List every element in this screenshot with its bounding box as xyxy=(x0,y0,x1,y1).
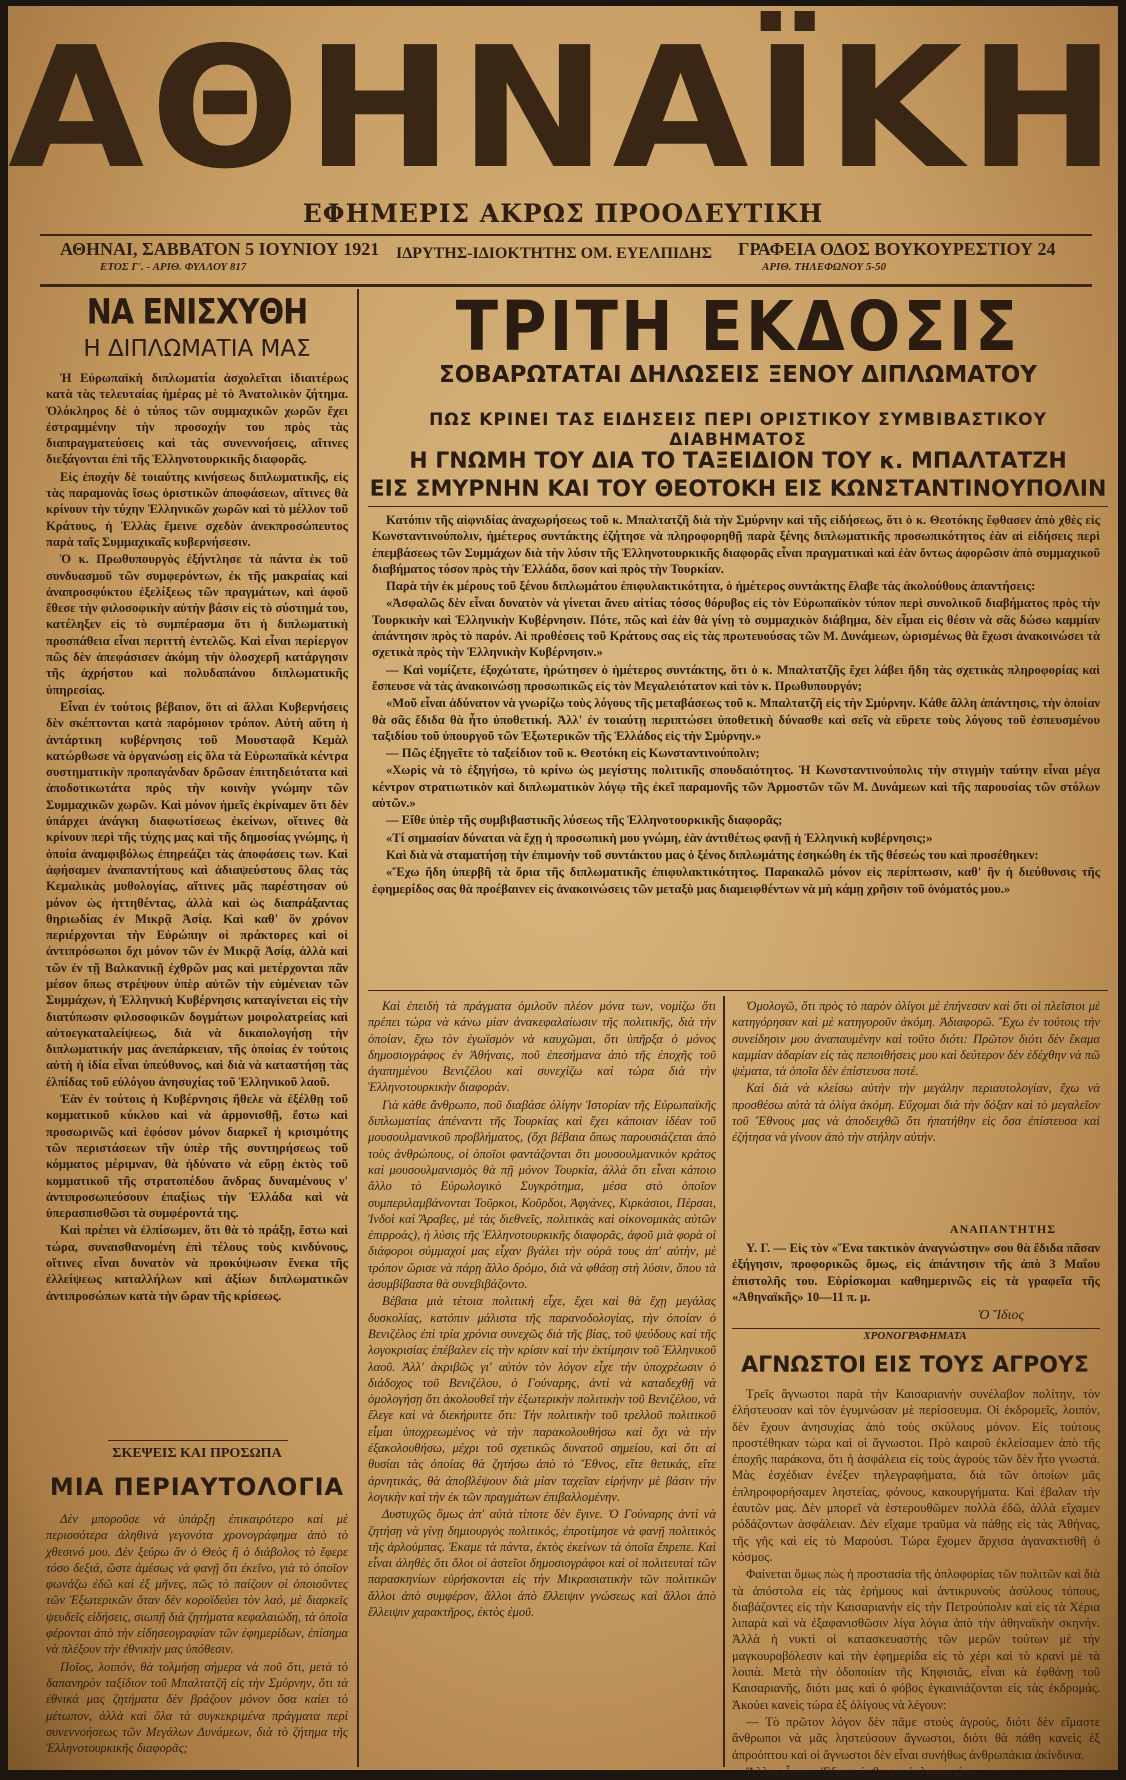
agnostoi-headline: ΑΓΝΩΣΤΟΙ ΕΙΣ ΤΟΥΣ ΑΓΡΟΥΣ xyxy=(741,1353,1089,1378)
left-paragraph: Ἐὰν ἐν τούτοις ἡ Κυβέρνησις ἤθελε νὰ ἐξέλθῃ τοῦ κομματικοῦ κύκλου καὶ νὰ ἁρμονισθῇ, ἔστω καὶ προσωρινῶς καὶ ἐφόσον μόνον διαρκεῖ ἡ κρισιμότης τῶν περιστάσεων τῆν ὑπὲρ τῆς συντηρήσεως τοῦ κόμματος μέριμναν, θὰ ἠδύνατο νὰ εὕρῃ ἐκτὸς τοῦ κομματικοῦ τῆς στρατοπέδου ἄνδρας δυναμένους ν' ἀντιπροσωπεύσουν ἐπαξίως τὴν Ἑλλάδα καὶ νὰ ὑπερασπισθῶσι τὰ συμφέροντά της. xyxy=(46,1092,348,1221)
third-paragraph: — Πῶς ἐξηγεῖτε τὸ ταξείδιον τοῦ κ. Θεοτόκη εἰς Κωνσταντινούπολιν; xyxy=(386,746,760,761)
reader-note xyxy=(732,1240,1100,1306)
third-paragraph: «Χωρὶς νὰ τὸ ἐξηγήσω, τὸ κρίνω ὡς μεγίστης πολιτικῆς σπουδαιότητος. Ἡ Κωνσταντινούπολις τὴν στιγμὴν ταύτην εἶναι μέγα κέντρον στρατιωτικὸν καὶ διπλωματικὸν λόγῳ τῆς ἐκεῖ παραμονῆς τῶν Ἁρμοστῶν τῶν Μ. Δυνάμεων καὶ τῆς παρουσίας τῶν στόλων αὐτῶν.» xyxy=(372,763,1100,811)
masthead-title: ΑΘΗΝΑΪΚΗ xyxy=(8,11,1122,206)
perieautologia-paragraph: Καὶ διὰ νὰ κλείσω αὐτὴν τὴν μεγάλην περιαυτολογίαν, ἔχω νὰ προσθέσω αὐτὰ τὰ ὀλίγα ἀκόμη. Εὔχομαι διὰ τὴν δόξαν καὶ τὸ μεγαλεῖον τοῦ Ἔθνους μας νὰ ἀποδειχθῶ ὅτι ἠπατήθην εἰς ὅσα ἐπίστευσα καὶ ἐζήτησα νὰ γίνουν ἀπὸ τὴν στήλην αὐτήν. xyxy=(732,1081,1100,1145)
third-paragraph: — Εἴθε ὑπὲρ τῆς συμβιβαστικῆς λύσεως τῆς Ἑλληνοτουρκικῆς διαφορᾶς; xyxy=(386,813,783,828)
third-edition-sub3-line2: ΕΙΣ ΣΜΥΡΝΗΝ ΚΑΙ ΤΟΥ ΘΕΟΤΟΚΗ ΕΙΣ ΚΩΝΣΤΑΝΤΙΝΟΥΠΟΛΙΝ xyxy=(369,477,1107,502)
info-bar xyxy=(40,239,1092,279)
agnostoi-kicker: ΧΡΟΝΟΓΡΑΦΗΜΑΤΑ xyxy=(863,1330,967,1342)
third-edition-body xyxy=(372,512,1100,986)
perieautologia-body-col1 xyxy=(46,1511,348,1763)
third-edition-sub3 xyxy=(368,448,1108,504)
third-paragraph: «Ἀσφαλῶς δὲν εἶναι δυνατὸν νὰ γίνεται ἄνευ αἰτίας τόσος θόρυβος εἰς τὸν Εὐρωπαϊκὸν τύπον περὶ συνολικοῦ διαβήματος πρὸς τὴν Τουρκικὴν καὶ Ἑλληνικὴν Κυβέρνησιν. Πότε, πῶς καὶ ἐὰν θὰ γίνῃ τὸ συμμαχικὸν διάβημα, δὲν εἶμαι εἰς θέσιν νὰ σᾶς δώσω καμμίαν ἀπάντησιν πρὸς τὸ παρόν. Αἱ προθέσεις τοῦ Κράτους σας εἰς τὰς πρωτευούσας τῶν Μ. Δυνάμεων, ὡρισμένως θὰ ἔχωσι ἀνακοινώσει τὰ σχετικὰ πρὸς τὴν Ἑλληνικὴν Κυβέρνησιν.» xyxy=(372,596,1100,660)
perieautologia-paragraph: Ὁμολογῶ, ὅτι πρὸς τὸ παρὸν ὀλίγοι μὲ ἐπήνεσαν καὶ ὅτι οἱ πλεῖστοι μὲ κατηγόρησαν καὶ μὲ κατηγοροῦν ἀκόμη. Ἀδιαφορῶ. Ἔχω ἐν τούτοις τὴν συνείδησιν μου ἀναπαυμένην καὶ τοῦτο διότι: Πρῶτον διότι δὲν ἔκαμα καμμίαν ἀδαρίαν εἰς τὰς πεποιθήσεις μου καὶ δεύτερον δὲν ἐδέχθην νὰ πῶ ψέματα, τὰ ὁποῖα δὲν ἐπίστευσα ποτέ. xyxy=(732,999,1100,1079)
third-paragraph: Κατόπιν τῆς αἰφνιδίας ἀναχωρήσεως τοῦ κ. Μπαλτατζῆ διὰ τὴν Σμύρνην καὶ τῆς εἰδήσεως, ὅτι ὁ κ. Θεοτόκης ἔφθασεν ἀπὸ χθὲς εἰς Κωνσταντινούπολιν, ἡμέτερος συντάκτης ἐζήτησε νὰ πληροφορηθῇ παρὰ ξένης διπλωματικῆς προσωπικότητος ἐὰν αἱ εἰδήσεις περὶ ἐπεμβάσεως τῶν Συμμάχων διὰ τὴν λύσιν τῆς Ἑλληνοτουρκικῆς διαφορᾶς εἶναι πραγματικαὶ καὶ ἐὰν ὄντως ἀφορῶσιν ἀπὸ συμμαχικοῦ διαβήματος τόσον πρὸς τὴν Ἑλλάδα, ὅσον καὶ πρὸς τὴν Τουρκίαν. xyxy=(372,513,1100,576)
perieautologia-paragraph: Καὶ ἐπειδὴ τὰ πράγματα ὁμιλοῦν πλέον μόνα των, νομίζω ὅτι πρέπει τώρα νὰ κάνω μίαν ἀνακεφαλαίωσιν τῆς πολιτικῆς, διὰ τὴν ὁποίαν, ἔχω τὸν ἐγωϊσμὸν νὰ καυχῶμαι, ὅτι ὑπῆρξα ὁ μόνος δημοσιογράφος ἐν Ἀθήναις, ποῦ ἐπεσήμανα ἀπὸ τῆς ἐποχῆς τοῦ ἀγαπημένου Βενιζέλου καὶ συνεχίζω καὶ τώρα διὰ τὴν Ἑλληνοτουρκικὴν διαφοράν. xyxy=(368,999,716,1095)
third-edition-sub2: ΠΩΣ ΚΡΙΝΕΙ ΤΑΣ ΕΙΔΗΣΕΙΣ ΠΕΡΙ ΟΡΙΣΤΙΚΟΥ ΣΥΜΒΙΒΑΣΤΙΚΟΥ ΔΙΑΒΗΜΑΤΟΣ xyxy=(429,410,1047,450)
third-paragraph: «Ἔχω ἤδη ὑπερβῆ τὰ ὅρια τῆς διπλωματικῆς ἐπιφυλακτικότητος. Παρακαλῶ μόνον εἰς περίπτωσιν, καθ' ἣν ἡ διεύθυνσις τῆς ἐφημερίδος σας θὰ προέβαινεν εἰς ἀνακοινώσεις τῶν μεταξὺ μας διαμειφθέντων νὰ μὴ κάμῃ χρῆσιν τοῦ ὀνόματός μου.» xyxy=(372,865,1100,896)
reader-note-heading: ΑΝΑΠΑΝΤΗΤΗΣ xyxy=(949,1222,1057,1236)
left-paragraph: Εἶναι ἐν τούτοις βέβαιον, ὅτι αἱ ἄλλαι Κυβερνήσεις δὲν σκέπτονται κατὰ παρόμοιον τρόπον. Αὐτὴ αὕτη ἡ ἀντάρτικη κυβέρνησις τοῦ Μουσταφᾶ Κεμὰλ κατώρθωσε νὰ ὀργανώσῃ εἰς ὅλα τὰ Εὐρωπαϊκὰ κέντρα συστηματικὴν προπαγάνδαν δρῶσαν ἐπιτηδειότατα καὶ ἀποδοτικωτάτα πρὸς τὴν κοινὴν γνώμην τῶν Συμμαχικῶν χωρῶν. Καὶ μόνον ἡμεῖς ἐκρίναμεν ὅτι δὲν ὑπάρχει ἀνάγκη διαφωτίσεως ἐκείνων, οἵτινες θὰ κρίνουν περὶ τῆς τύχης μας καὶ τῆς δημοσίας γνώμης, ἡ ὁποία ἀναμφιβόλως ἐπηρεάζει τὰς ἀποφάσεις των. Καὶ ἀφήσαμεν ἀναπαντήτους καὶ ἀδιαψεύστους ὅλας τὰς Κεμαλικὰς μυθολογίας, αἵτινες μᾶς παρέστησαν οὐ μόνον ὡς ἡττηθέντας, ἀλλὰ καὶ ὡς διαπράξαντας θηριωδίας ἐν Μικρᾷ Ἀσίᾳ. Καὶ καθ' ὃν χρόνον περιέρχονται τὴν Εὐρώπην οἱ πράκτορες καὶ οἱ ἀντιπρόσωποι ὄχι μόνον τῶν ἐν Μικρᾷ Ἀσίᾳ, ἀλλὰ καὶ τῶν ἐν τῇ Βαλκανικῇ ἐχθρῶν μας καὶ μετέρχονται πᾶν μέσον ὅπως στρέψουν ὑπὲρ αὐτῶν τὴν εὐμένειαν τῶν Συμμάχων, ἡ Ἑλληνικὴ Κυβέρνησις καταγίνεται εἰς τὴν διατύπωσιν φιλοσοφικῶν δογμάτων μοιρολατρείας καὶ αὐτοεγκαταλείψεως, διὰ νὰ δικαιολογήσῃ τὴν διπλωματικήν μας ἀνεπάρκειαν, τῆς ὁποίας ἐν τούτοις αὐτὴ ἡ ἰδία εἶναι ὑπεύθυνος, καὶ διὰ νὰ καταστήσῃ τὰς ἐλπίδας τοῦ εὐλόγου ἀνησυχίας τοῦ Ἑλληνικοῦ λαοῦ. xyxy=(46,699,348,1089)
agnostoi-paragraph: Τρεῖς ἄγνωστοι παρὰ τὴν Καισαριανὴν συνέλαβον πολίτην, τὸν ἐλήστευσαν καὶ τὸν ἐγυμνώσαν μὲ περίσσευμα. Οἱ ἐκδρομεῖς, λοιπόν, δὲν ἔχουν ἀνησυχίας ἀπὸ τοὺς σκύλους μόνον. Εἰς τούτους προστέθηκαν τώρα καὶ οἱ ἄγνωστοι. Πρὸ καιροῦ ἐκλείσαμεν ἀπὸ τῆς ἐποχῆς παράκονα, ὅτι ἡ ἀσφάλεια εἰς τοὺς ἀγροὺς τῶν δὲν ἦτο γνωστά. Μὰς ἐσχέδιαν ἐνέξεν τηλεγραφήματα, διὰ τῶν ὁποίων μᾶς ἐπληροφορήσαμεν ληστείας, φόνους, κακουργήματα. Καὶ ἐβαλαν τὴν ἐαυτῶν μας. Δὲν μπορεῖ νὰ ἐστερουθῶμεν πολλὰ ἐδῶ, ἀλλὰ εἴχαμεν ρόδάζοντων ἀσφάλειαν. Δὲν εἴχαμε τραῦμα νὰ πάθῃς εἰς τὰς Ἀθήνας, τῆς γῆς καὶ εἰς τὸ Μαρούσι. Τώρα ἔχομεν ἄρχισα ἀγανακτισθῆ ὁ κόσμος. xyxy=(732,1387,1100,1564)
offices-line: ΓΡΑΦΕΙΑ ΟΔΟΣ ΒΟΥΚΟΥΡΕΣΤΙΟΥ 24 xyxy=(738,239,1056,259)
left-paragraph: Ἡ Εὐρωπαϊκὴ διπλωματία ἀσχολεῖται ἰδιαιτέρως κατὰ τὰς τελευταίας ἡμέρας μὲ τὸ Ἀνατολικὸν ζήτημα. Ὁλόκληρος δὲ ὁ τύπος τῶν συμμαχικῶν χωρῶν ἔχει ἐστραμμένην τὴν προσοχήν του πρὸς τὰς διαπραγματεύσεις καὶ τὰς συνεννοήσεις, αἵτινες διεξάγονται ἐπὶ τῆς Ἑλληνοτουρκικῆς διαφορᾶς. xyxy=(46,371,348,467)
perieautologia-paragraph: Δυστυχῶς ὅμως ἀπ' αὐτὰ τίποτε δὲν ἔγινε. Ὁ Γούναρης ἀντὶ νὰ ζητήσῃ νὰ γίνῃ δημιουργὸς πολιτικός, ἐπροτίμησε νὰ φανῇ πολιτικὸς τῆς ἀρλούμπας. Ἐκαμε τὰ πάντα, ἐκτὸς ἐκείνων τὰ ὁποῖα ἔπρεπε. Καὶ εἶναι ἀληθὲς ὅτι ὅλοι οἱ ἀστεῖοι δημοσιογράφοι καὶ οἱ πολιτευταὶ τῶν παρασκηνίων εὑρήσκονται εἰς τὴν Μικρασιατικὴν τῶν πολιτικῶν ἄλλοι ἀπὸ συμφέρον, ἄλλοι ἀπὸ ἔλλειψιν γνώσεως καὶ ἄλλοι ἀπὸ ἔλλειψιν χαρακτῆρος, ἐκτὸς ἐμοῦ. xyxy=(368,1507,716,1619)
left-paragraph: Εἰς ἐποχὴν δὲ τοιαύτης κινήσεως διπλωματικῆς, εἰς τὰς παραμονὰς ἴσως ὁριστικῶν ἀποφάσεων, αἵτινες θὰ κρίνουν τὴν τύχην Ἑλληνικῶν χωρῶν καὶ τὸ μέλλον τοῦ Κράτους, ἡ Ἑλλὰς ἔμεινε σχεδὸν ἀνεκπροσώπευτος παρὰ ταῖς Συμμαχικαῖς κυβερνήσεσιν. xyxy=(46,469,348,549)
newspaper-page xyxy=(8,6,1122,1779)
third-edition-rule xyxy=(368,506,1108,507)
right-separator xyxy=(732,1328,1100,1329)
founder-line: ΙΔΡΥΤΗΣ-ΙΔΙΟΚΤΗΤΗΣ ΟΜ. ΕΥΕΛΠΙΔΗΣ xyxy=(396,245,713,262)
perieautologia-paragraph: Βέβαια μιὰ τέτοια πολιτικὴ εἶχε, ἔχει καὶ θὰ ἔχῃ μεγάλας δυσκολίας, κατόπιν μάλιστα τῆς παρανοδολογίας, τὴν ὁποίαν ὁ Βενιζέλος ἐπὶ τρία χρόνια συνεχῶς διὰ τῆς βίας, τοῦ ψεύδους καὶ τῆς λογοκρισίας ἐπέβαλεν εἰς τὴν κρίσιν καὶ τὴν ἐκτίμησιν τοῦ Ἑλληνικοῦ λαοῦ. Ἀλλ' ἀκριβῶς γι' αὐτὸν τὸν λόγον εἶχε τὴν ὑποχρέωσιν ὁ διάδοχος τοῦ Βενιζέλου, ὁ Γούναρης, ἀντὶ νὰ καταδεχθῇ νὰ ὁμολογήσῃ ὅτι ἀκολουθεῖ τὴν ἐξωτερικὴν πολιτικὴν τοῦ Βενιζέλου, νὰ ἔλεγε καὶ νὰ διεκήρυττε ὅτι: Τὴν πολιτικὴν τοῦ τρελλοῦ πολιτικοῦ εἶμαι ὑποχρεωμένος νὰ τὴν παρακολουθήσω καὶ ὄχι νὰ τὴν ἐξακολουθήσω, μέχρι τοῦ σχετικῶς δυνατοῦ σημείου, καὶ ὅτι αἱ θυσίαι τὰς ὁποίας θὰ ζητήσω ἀπὸ τὸ Ἔθνος, εἴτε θετικάς, εἴτε ἀρνητικάς, θὰ ἀποβλέψουν διὰ μίαν ταχεῖαν εἰρήνην μὲ βάσιν τὴν λογικὴν καὶ τὴν ἐκ τῶν πραγμάτων ἐπιβαλλομένην. xyxy=(368,1294,716,1504)
perieautologia-paragraph: Γιὰ κάθε ἄνθρωπο, ποῦ διαβάσε ὀλίγην Ἱστορίαν τῆς Εὐρωπαϊκῆς διπλωματίας ἀπέναντι τῆς Τουρκίας καὶ ἔχει κάποιαν ἰδέαν τοῦ μουσουλμανικοῦ προβλήματος, (ὄχι βέβαια ὅπως παρουσιάζεται ἀπὸ τοὺς ἀνθρώπους, οἱ ὁποῖοι φαντάζονται ὅτι μουσουλμανικὸν κράτος καὶ μουσουλμανισμὸς θὰ πῇ μόνον Τουρκία, ἀλλὰ ὅτι εἶναι κάποιο ἄλλο τὸ Εὐρωλογικὸ Συγκρότημα, μέσα στὸ ὁποῖον συμπεριλαμβάνονται Τοῦρκοι, Κοῦρδοι, Ἀφγάνες, Κιρκάσιοι, Πέρσαι, Ἰνδοὶ καὶ Ἄραβες, μὲ τὰς διεθνεῖς, πολιτικὰς καὶ οἰκονομικὰς αὐτῶν ἐπιρροάς), ἡ λύσις τῆς Ἑλληνοτουρκικῆς διαφορᾶς, ἀφοῦ μιὰ φορὰ οἱ διάφοροι σύμμαχοί μας εἶχαν βγάλει τὴν οὐρά τους ἀπ' αὐτὴν, μὲ τρόπον ὥρισε νὰ πάρῃ ἄλλο δρόμο, διὰ νὰ φθάσῃ στὴ λύσιν, ὅπου τὰ ἀσυμβίβαστα θὰ συνεβιβάζοντο. xyxy=(368,1097,716,1292)
third-edition-headline: ΤΡΙΤΗ ΕΚΔΟΣΙΣ xyxy=(455,286,1021,367)
phone-line: ΑΡΙΘ. ΤΗΛΕΦΩΝΟΥ 5-50 xyxy=(762,261,887,273)
header-rule-top xyxy=(40,234,1092,236)
issue-line: ΕΤΟΣ Γ'. - ΑΡΙΘ. ΦΥΛΛΟΥ 817 xyxy=(100,261,247,273)
third-paragraph: Παρὰ τὴν ἐκ μέρους τοῦ ξένου διπλωμάτου ἐπιφυλακτικότητα, ὁ ἡμέτερος συντάκτης ἔλαβε τὰς ἀκολούθους ἀπαντήσεις: xyxy=(386,579,1036,594)
third-paragraph: — Καὶ νομίζετε, ἐξοχώτατε, ἠρώτησεν ὁ ἡμέτερος συντάκτης, ὅτι ὁ κ. Μπαλτατζῆς ἔχει λάβει ἤδη τὰς σχετικὰς πληροφορίας καὶ ἔσπευσε νὰ τὰς ἀνακοινώσῃ προσωπικῶς εἰς τὸν Μεγαλειότατον καὶ τὸν κ. Πρωθυπουργόν; xyxy=(372,662,1100,693)
date-line: ΑΘΗΝΑΙ, ΣΑΒΒΑΤΟΝ 5 ΙΟΥΝΙΟΥ 1921 xyxy=(60,239,380,259)
third-paragraph: Καὶ διὰ νὰ σταματήσῃ τὴν ἐπιμονὴν τοῦ συντάκτου μας ὁ ξένος διπλωμάτης ἐσηκώθη ἐκ τῆς θέσεώς του καὶ προσέθηκεν: xyxy=(386,847,1039,862)
agnostoi-body xyxy=(732,1386,1100,1779)
third-edition-sub1: ΣΟΒΑΡΩΤΑΤΑΙ ΔΗΛΩΣΕΙΣ ΞΕΝΟΥ ΔΙΠΛΩΜΑΤΟΥ xyxy=(439,362,1037,388)
left-separator xyxy=(108,1440,288,1441)
perieautologia-headline: ΜΙΑ ΠΕΡΙΑΥΤΟΛΟΓΙΑ xyxy=(49,1473,345,1501)
left-subheadline: Η ΔΙΠΛΩΜΑΤΙΑ ΜΑΣ xyxy=(83,336,311,362)
left-paragraph: Καὶ πρέπει νὰ ἐλπίσωμεν, ὅτι θὰ τὸ πράξῃ, ἔστω καὶ τώρα, συναισθανομένη ἐπὶ τέλους τοὺς κινδύνους, οἵτινες εἶναι δυνατὸν νὰ προκύψωσιν ἕνεκα τῆς ἐλλείψεως καταλλήλων καὶ ἀξίων διπλωματικῶν ἀντιπροσώπων κατὰ τὴν ὥραν τῆς κρίσεως. xyxy=(46,1223,348,1303)
left-headline: ΝΑ ΕΝΙΣΧΥΘΗ xyxy=(86,292,308,333)
agnostoi-paragraph: — Τὸ πρῶτον λόγον δὲν πᾶμε στοὺς ἀγρούς, διότι δὲν εἴμαστε ἄνθρωποι νὰ μᾶς ληστεύσουν ἄγνωστοι, διότι θὰ πάθη κανεὶς ἐξ ἀπροόπτου καὶ οἱ ἄγνωστοι δὲν εἶναι συνήθως ἀνθρωπάκια ἀκίνδυνα. xyxy=(732,1714,1100,1762)
third-edition-sub3-line1: Η ΓΝΩΜΗ ΤΟΥ ΔΙΑ ΤΟ ΤΑΞΕΙΔΙΟΝ ΤΟΥ κ. ΜΠΑΛΤΑΤΖΗ xyxy=(409,449,1067,474)
third-paragraph: «Τί σημασίαν δύναται νὰ ἔχῃ ἡ προσωπικὴ μου γνώμη, ἐὰν ἀντιθέτως φανῇ ἡ Ἑλληνικὴ κυβέρνησις;» xyxy=(386,830,933,845)
perieautologia-body-col2 xyxy=(368,998,716,1763)
left-paragraph: Ὁ κ. Πρωθυπουργὸς ἐξήντλησε τὰ πάντα ἐκ τοῦ συνδυασμοῦ τῶν συμφερόντων, ἐκ τῆς μακραίας καὶ ἀναπροσφύκτου ἐξελίξεως τῶν πραγμάτων, καὶ ἀφοῦ ἔθεσε τὴν φιλοσοφικὴν αὐτὴν βάσιν εἰς τὸ σύστημά του, κατέληξεν εἰς τὸ συμπέρασμα ὅτι ἡ διπλωματικὴ προσπάθεια εἶναι περιττὴ ἐντελῶς. Καὶ εἶναι περίεργον πῶς δὲν ἀπεφάσισεν ἀκόμη τὴν ὁλοσχερῆ κατάργησιν τῆς ἀχρήστου καὶ πολυδαπάνου διπλωματικῆς ὑπηρεσίας. xyxy=(46,552,348,697)
perieautologia-paragraph: Δὲν μποροῦσε νὰ ὑπάρξῃ ἐπικαιρότερο καὶ μὲ περισσότερα ἀληθινὰ γεγονότα χρονογράφημα ἀπὸ τὸ χθεσινό μου. Δὲν ξεύρω ἂν ὁ Θεὸς ἢ ὁ διάβολος τὸ ἔφερε τόσο δεξιά, ὥστε ἀμέσως νὰ φανῇ ὅτι ἐκεῖνο, γιὰ τὸ ὁποῖον φωνάζω ἐδῶ καὶ ἐξ μῆνες, πῶς τὸ παίζουν οἱ ὁποιοῦντες τῶν Ἐξωτερικῶν ὅταν δὲν κοροϊδεύει τὸν λαό, μὲ διαρκεῖς ψευδεῖς εἰδήσεις, σιωπῇ διὰ ζητήματα κεφαλαιώδη, τὰ ὁποῖα φέρονται ἀπὸ τὴν εἰδησεογραφίαν τῶν ἐφημερίδων, ἐπίσημα νὰ πλέξουν τὴν ἐθνικήν μας ὑπόθεσιν. xyxy=(46,1512,348,1657)
perieautologia-kicker: ΣΚΕΨΕΙΣ ΚΑΙ ΠΡΟΣΩΠΑ xyxy=(112,1446,282,1461)
third-edition-end-rule xyxy=(368,990,1108,991)
reader-note-text: Υ. Γ. — Εἰς τὸν «Ἕνα τακτικὸν ἀναγνώστην» σου θὰ ἔδιδα πᾶσαν ἐξήγησιν, προφορικῶς ὅμως, εἰς ἀπάντησιν τῆς ἀπὸ 3 Μαΐου ἐπιστολῆς του. Εὑρίσκομαι καθημερινῶς εἰς τὰ γραφεῖα τῆς «Ἀθηναϊκῆς» 10—11 π. μ. xyxy=(732,1241,1100,1304)
signature: Ὁ Ἴδιος xyxy=(978,1308,1025,1323)
left-article-body xyxy=(46,370,348,1430)
perieautologia-paragraph: Ποῖος, λοιπόν, θὰ τολμήσῃ σήμερα νὰ ποῦ ὅτι, μετὰ τὸ δαπανηρὸν ταξίδιον τοῦ Μπαλτατζῆ εἰς τὴν Σμύρνην, ὅτι τὰ ἐθνικά μας ζητήματα δὲν βράζουν μόνον ὅσα καίει τὸ μέτωπον, ἀλλὰ καὶ ὅλα τὰ συγκεκριμένα πράγματα περὶ συνεννοήσεως τῶν Μεγάλων Δυνάμεων, διὰ τὸ ζήτημα τῆς Ἑλληνοτουρκικῆς διαφορᾶς; xyxy=(46,1659,348,1756)
agnostoi-paragraph: Ἄλλοι εἶπαν: «Ἐδοκιμάσθησαν ὁπλοφοριών». xyxy=(746,1764,980,1779)
third-paragraph: «Μοῦ εἶναι ἀδύνατον νὰ γνωρίζω τοὺς λόγους τῆς μεταβάσεως τοῦ κ. Μπαλτατζῆ εἰς τὴν Σμύρνην. Κάθε ἄλλη ἀπάντησις, τὴν ὁποίαν θὰ σᾶς ἔδιδα θὰ ἦτο ὑποθετική. Ἀλλ' ἐν τοιαύτῃ περιπτώσει ὑποθετικὴ δύνασθε καὶ σεῖς νὰ εὕρετε τοὺς λόγους τοῦ ἐσπευσμένου ταξιδίου τοῦ ὑπουργοῦ τῶν Ἐξωτερικῶν τῆς Ἑλλάδος εἰς τὴν Σμύρνην.» xyxy=(372,696,1100,743)
agnostoi-paragraph: Φαίνεται ὅμως πὼς ἡ προστασία τῆς ὁπλοφορίας τῶν πολιτῶν καὶ διὰ τὰ ἀπόστολα εἰς τὰς ἐρήμους καὶ ἀντικρυνοὺς ἀσύλους τόπους, διαβάζοντες εἰς τὴν Καισαριανὴν εἰς τὴν Πετρούπολιν καὶ εἰς τὰ Χέρια λιπαρὰ καὶ νὰ ἐξαφανισθῶσιν λίγα λόγια ἀπὸ τὴν ἀθηναϊκὴν σκηνήν. Ἀλλὰ ἡ νυκτὶ οἱ κατασκευαστὴς τῶν μερῶν τούτων μὲ τὴν μαγκουροβόλεσιν καὶ τὴν ἐφημερίδα εἰς τὸ χέρι καὶ τὸ κρανὶ μὲ τὰ λοιπὰ. Μετὰ τὴν ὁδοποιίαν τῆς Κηφισιᾶς, εἶναι κὰ ἐφθάνῃ τοῦ Καισαριανῆς, διότι μας καὶ ὁ φόβος ἐγκαινιάζονται εἰς τὰς ἐκδρομάς. Ἀκούει κανεὶς τώρα ἐξ ὀλίγους νὰ λέγουν: xyxy=(732,1567,1100,1712)
column-divider-left xyxy=(357,289,359,1767)
column-divider-right xyxy=(723,996,725,1767)
perieautologia-body-col3 xyxy=(732,998,1100,1221)
masthead-subtitle: ΕΦΗΜΕΡΙΣ ΑΚΡΩΣ ΠΡΟΟΔΕΥΤΙΚΗ xyxy=(302,199,824,228)
